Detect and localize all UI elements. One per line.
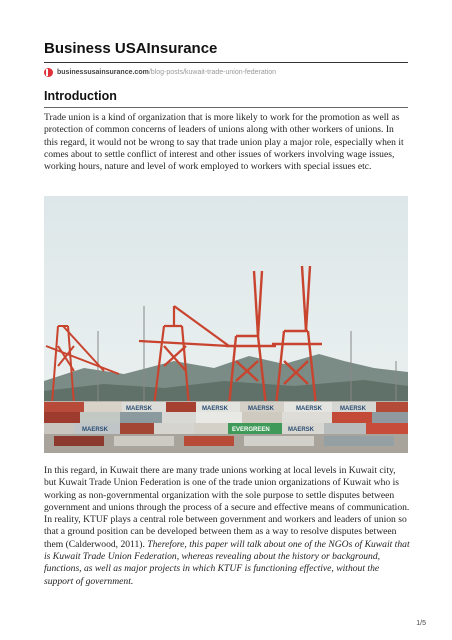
section-divider [44,107,408,108]
container-label: MAERSK [82,427,109,433]
source-url[interactable] [44,66,276,78]
header-divider [44,62,408,63]
url-path: /blog-posts/kuwait-trade-union-federation [148,68,277,76]
container-label: EVERGREEN [232,427,270,433]
url-domain: businessusainsurance.com [57,68,149,76]
site-title: Business USAInsurance [44,40,218,57]
container-label: MAERSK [296,406,323,412]
container-label: MAERSK [340,406,367,412]
paragraph-2-text: In this regard, in Kuwait there are many trade unions working at local levels in Kuwait city, but Kuwait Trade Union Federation is one of the trade union organizations of Kuwait who is working as non-governmental organization with the sole purpose to settle disputes between government and unions through the process of a secure and effective means of communication. In reality, KTUF plays a central role between government and workers and leaders of union so that a ground position can be developed between them as a way to resolve disputes between them (Calderwood, 2011). [44,465,410,550]
page-number: 1/5 [416,620,426,627]
pinterest-like-logo-icon [44,68,53,77]
paragraph-2-italic: Therefore, this paper will talk about one of the NGOs of Kuwait that is Kuwait Trade Union Federation, whereas revealing about the history or background, functions, as well as major projects in which KTUF is functioning effective, without the support of government. [44,538,410,587]
container-label: MAERSK [202,406,229,412]
body-paragraph-2 [44,465,410,588]
container-label: MAERSK [126,406,153,412]
body-paragraph-1: Trade union is a kind of organization that is more likely to work for the promotion as well as protection of common concerns of leaders of unions along with other workers of unions. In this regard, it would not be wrong to say that trade union play a major role, especially when it comes about to settle conflict of interest and other issues of workers involving wage issues, working hours, nature and level of work employed to workers with special issues etc. [44,112,404,173]
section-heading: Introduction [44,89,117,103]
port-cranes-photo [44,196,408,453]
container-label: MAERSK [248,406,275,412]
container-label: MAERSK [288,427,315,433]
